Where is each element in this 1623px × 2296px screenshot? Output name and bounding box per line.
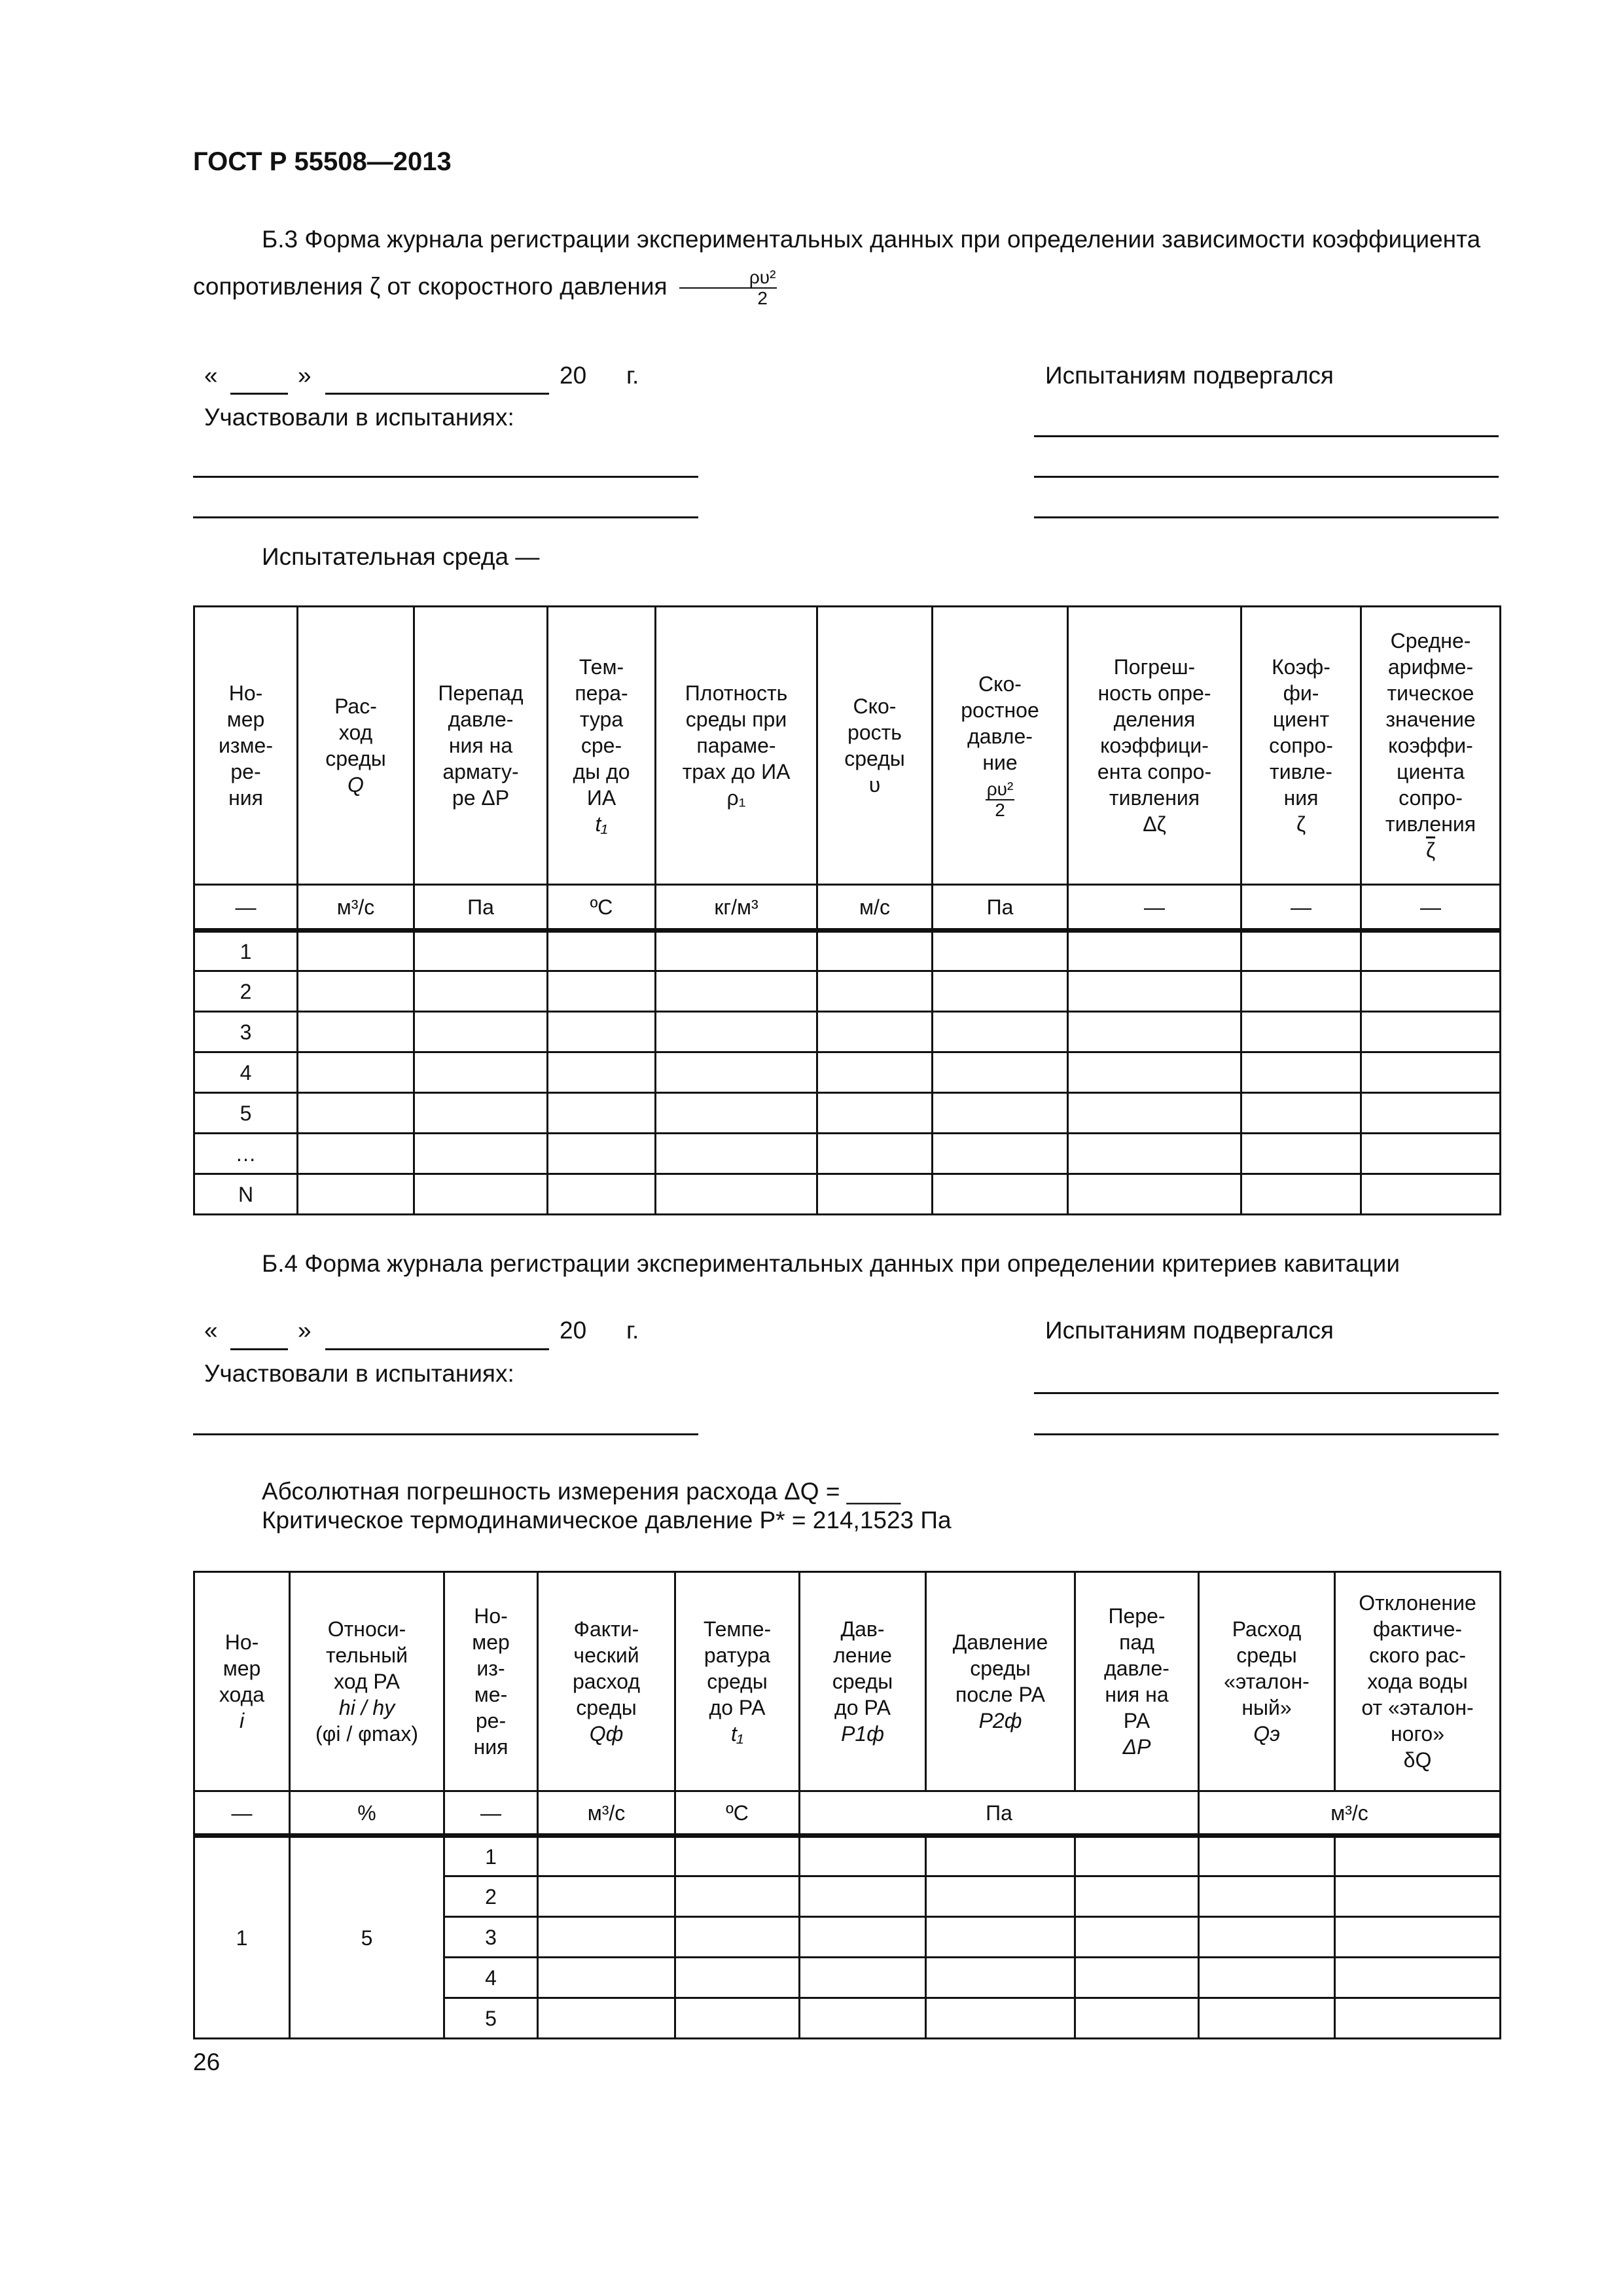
b4-col-pressure-drop: Пере- пад давле- ния на РА ΔP <box>1075 1572 1199 1791</box>
data-cell[interactable] <box>548 1134 656 1174</box>
data-cell[interactable] <box>414 971 548 1012</box>
stroke-number-cell: 1 <box>194 1836 290 2039</box>
subject-line-2[interactable] <box>1034 476 1499 478</box>
b3-col-mean-coef: Средне- арифме- тическое значение коэффи- циента сопро- тивления $\overline{\zeta}$ <box>1361 607 1501 885</box>
unit-cell: м³/с <box>1199 1791 1501 1836</box>
data-cell[interactable] <box>800 1876 926 1917</box>
data-cell[interactable] <box>548 1174 656 1215</box>
unit-cell: ºС <box>548 885 656 931</box>
data-cell[interactable] <box>1068 1052 1241 1093</box>
row-number: 4 <box>194 1052 298 1093</box>
b4-units-row <box>194 1791 1501 1836</box>
table-row <box>194 1012 1501 1052</box>
data-cell[interactable] <box>933 1012 1068 1052</box>
data-cell[interactable] <box>656 1012 817 1052</box>
data-cell[interactable] <box>1241 1093 1361 1134</box>
data-cell[interactable] <box>1335 1876 1501 1917</box>
data-cell[interactable] <box>933 1134 1068 1174</box>
data-cell[interactable] <box>817 1174 933 1215</box>
b4-subject-line-1[interactable] <box>1034 1392 1499 1394</box>
document-title: ГОСТ Р 55508—2013 <box>193 147 452 176</box>
data-cell[interactable] <box>414 1134 548 1174</box>
data-cell[interactable] <box>1361 1093 1501 1134</box>
data-cell[interactable] <box>675 1836 800 1876</box>
b4-subject-line-2[interactable] <box>1034 1433 1499 1435</box>
data-cell[interactable] <box>1335 1958 1501 1998</box>
formula-fraction <box>679 268 777 308</box>
data-cell[interactable] <box>548 1093 656 1134</box>
table-row <box>194 1836 1501 1876</box>
data-cell[interactable] <box>1075 1836 1199 1876</box>
row-number: 1 <box>194 931 298 971</box>
data-cell[interactable] <box>1068 1012 1241 1052</box>
data-cell[interactable] <box>1335 1917 1501 1958</box>
unit-cell: — <box>194 1791 290 1836</box>
table-row <box>194 931 1501 971</box>
data-cell[interactable] <box>298 1134 414 1174</box>
data-cell[interactable] <box>656 971 817 1012</box>
unit-cell: — <box>444 1791 538 1836</box>
b4-date-day-line[interactable] <box>230 1348 288 1350</box>
data-cell[interactable] <box>675 1998 800 2039</box>
data-cell[interactable] <box>1068 1134 1241 1174</box>
table-row <box>194 1093 1501 1134</box>
unit-cell: — <box>1068 885 1241 931</box>
data-cell[interactable] <box>1361 1052 1501 1093</box>
data-cell[interactable] <box>1075 1958 1199 1998</box>
data-cell[interactable] <box>800 1958 926 1998</box>
table-row <box>194 1052 1501 1093</box>
unit-cell: Па <box>414 885 548 931</box>
data-cell[interactable] <box>933 1093 1068 1134</box>
data-cell[interactable] <box>1361 931 1501 971</box>
unit-cell: м/с <box>817 885 933 931</box>
data-cell[interactable] <box>675 1876 800 1917</box>
b4-col-relative-stroke: Относи- тельный ход РА hi / hy (φi / φmax) <box>290 1572 444 1791</box>
relative-stroke-cell: 5 <box>290 1836 444 2039</box>
data-cell[interactable] <box>298 971 414 1012</box>
unit-cell: % <box>290 1791 444 1836</box>
data-cell[interactable] <box>298 1174 414 1215</box>
data-cell[interactable] <box>538 1836 675 1876</box>
velocity-pressure-fraction: $\frac{\text{ρυ²}}{2}$ <box>986 779 1014 820</box>
b4-date-close-quote: » <box>298 1317 312 1344</box>
data-cell[interactable] <box>1241 931 1361 971</box>
b4-date-year: 20 <box>560 1317 587 1344</box>
crit-pressure-text: Критическое термодинамическое давление P* = 214,1523 Па <box>262 1507 952 1534</box>
b3-units-row <box>194 885 1501 931</box>
data-cell[interactable] <box>926 1958 1075 1998</box>
data-cell[interactable] <box>800 1836 926 1876</box>
row-number: 5 <box>444 1998 538 2039</box>
unit-cell: ºС <box>675 1791 800 1836</box>
data-cell[interactable] <box>656 931 817 971</box>
data-cell[interactable] <box>926 1917 1075 1958</box>
data-cell[interactable] <box>548 1012 656 1052</box>
formula-denominator: 2 <box>757 288 768 309</box>
data-cell[interactable] <box>1199 1836 1335 1876</box>
data-cell[interactable] <box>1241 971 1361 1012</box>
b3-col-velocity-pressure: Ско- ростное давле- ние $\frac{\text{ρυ²}}{2}$ <box>933 607 1068 885</box>
data-cell[interactable] <box>414 931 548 971</box>
b4-col-actual-flow: Факти- ческий расход среды Qф <box>538 1572 675 1791</box>
data-cell[interactable] <box>1335 1998 1501 2039</box>
b4-col-temperature: Темпе- ратура среды до РА t₁ <box>675 1572 800 1791</box>
data-cell[interactable] <box>414 1174 548 1215</box>
data-cell[interactable] <box>817 1012 933 1052</box>
data-cell[interactable] <box>414 1012 548 1052</box>
unit-cell: — <box>1361 885 1501 931</box>
data-cell[interactable] <box>1199 1917 1335 1958</box>
row-number: 1 <box>444 1836 538 1876</box>
data-cell[interactable] <box>1241 1174 1361 1215</box>
data-cell[interactable] <box>933 1174 1068 1215</box>
table-row <box>194 971 1501 1012</box>
data-cell[interactable] <box>1361 1134 1501 1174</box>
row-number: 2 <box>444 1876 538 1917</box>
date-month-line[interactable] <box>325 393 549 395</box>
data-cell[interactable] <box>675 1917 800 1958</box>
b4-participant-line-1[interactable] <box>193 1433 698 1435</box>
b3-col-density: Плотность среды при параме- трах до ИА ρ₁ <box>656 607 817 885</box>
data-cell[interactable] <box>414 1052 548 1093</box>
b3-col-velocity: Ско- рость среды υ <box>817 607 933 885</box>
b3-col-resistance-coef: Коэф- фи- циент сопро- тивле- ния ζ <box>1241 607 1361 885</box>
date-open-quote: « <box>204 362 218 389</box>
participant-line-1[interactable] <box>193 476 698 478</box>
b3-col-temperature: Тем- пера- тура сре- ды до ИА t₁ <box>548 607 656 885</box>
unit-cell: — <box>1241 885 1361 931</box>
data-cell[interactable] <box>1361 1012 1501 1052</box>
data-cell[interactable] <box>675 1958 800 1998</box>
b4-col-deviation: Отклонение фактиче- ского рас- хода воды от «эталон- ного» δQ <box>1335 1572 1501 1791</box>
data-cell[interactable] <box>1068 971 1241 1012</box>
data-cell[interactable] <box>538 1958 675 1998</box>
row-number: 5 <box>194 1093 298 1134</box>
data-cell[interactable] <box>298 1093 414 1134</box>
data-cell[interactable] <box>817 1134 933 1174</box>
data-cell[interactable] <box>817 1052 933 1093</box>
participant-line-2[interactable] <box>193 516 698 518</box>
data-cell[interactable] <box>817 931 933 971</box>
data-cell[interactable] <box>538 1917 675 1958</box>
data-cell[interactable] <box>800 1998 926 2039</box>
b3-col-measure-number: Но- мер изме- ре- ния <box>194 607 298 885</box>
b4-header-row <box>194 1572 1501 1791</box>
b3-col-flow: Рас- ход среды Q <box>298 607 414 885</box>
date-day-line[interactable] <box>230 393 288 395</box>
row-number: N <box>194 1174 298 1215</box>
data-cell[interactable] <box>298 931 414 971</box>
b3-table <box>193 605 1501 1215</box>
b4-date-open-quote: « <box>204 1317 218 1344</box>
data-cell[interactable] <box>1075 1876 1199 1917</box>
data-cell[interactable] <box>656 1134 817 1174</box>
data-cell[interactable] <box>933 931 1068 971</box>
data-cell[interactable] <box>1241 1012 1361 1052</box>
date-year: 20 <box>560 362 587 389</box>
section-b4-caption: Б.4 Форма журнала регистрации экспериментальных данных при определении критериев кавитации <box>262 1250 1400 1277</box>
section-b3-text <box>193 216 1495 310</box>
b4-date-month-line[interactable] <box>325 1348 549 1350</box>
unit-cell: кг/м³ <box>656 885 817 931</box>
data-cell[interactable] <box>1068 931 1241 971</box>
subjected-label: Испытаниям подвергался <box>1045 362 1334 389</box>
data-cell[interactable] <box>933 971 1068 1012</box>
data-cell[interactable] <box>1361 1174 1501 1215</box>
row-number: 2 <box>194 971 298 1012</box>
data-cell[interactable] <box>548 1052 656 1093</box>
section-b3-caption: Б.3 Форма журнала регистрации экспериментальных данных при определении зависимости коэффициента сопротивления ζ от скоростного давления <box>193 226 1481 300</box>
data-cell[interactable] <box>1241 1134 1361 1174</box>
table-row <box>194 1134 1501 1174</box>
participants-label: Участвовали в испытаниях: <box>204 404 514 431</box>
data-cell[interactable] <box>548 971 656 1012</box>
test-medium-label: Испытательная среда — <box>262 543 540 570</box>
unit-cell: м³/с <box>538 1791 675 1836</box>
data-cell[interactable] <box>817 1093 933 1134</box>
row-number: 3 <box>444 1917 538 1958</box>
unit-cell: — <box>194 885 298 931</box>
b4-col-pressure-after: Давление среды после РА P2ф <box>926 1572 1075 1791</box>
data-cell[interactable] <box>298 1052 414 1093</box>
data-cell[interactable] <box>548 931 656 971</box>
table-row <box>194 1174 1501 1215</box>
row-number: … <box>194 1134 298 1174</box>
unit-cell: Па <box>800 1791 1199 1836</box>
data-cell[interactable] <box>656 1052 817 1093</box>
data-cell[interactable] <box>800 1917 926 1958</box>
data-cell[interactable] <box>926 1836 1075 1876</box>
data-cell[interactable] <box>1361 971 1501 1012</box>
data-cell[interactable] <box>1075 1917 1199 1958</box>
data-cell[interactable] <box>926 1876 1075 1917</box>
data-cell[interactable] <box>1241 1052 1361 1093</box>
unit-cell: Па <box>933 885 1068 931</box>
data-cell[interactable] <box>656 1174 817 1215</box>
b4-subjected-label: Испытаниям подвергался <box>1045 1317 1334 1344</box>
data-cell[interactable] <box>1199 1958 1335 1998</box>
data-cell[interactable] <box>656 1093 817 1134</box>
b4-col-pressure-before: Дав- ление среды до РА P1ф <box>800 1572 926 1791</box>
data-cell[interactable] <box>298 1012 414 1052</box>
subject-line-3[interactable] <box>1034 516 1499 518</box>
b3-col-pressure-drop: Перепад давле- ния на армату- ре ΔP <box>414 607 548 885</box>
b4-col-measure-number: Но- мер из- ме- ре- ния <box>444 1572 538 1791</box>
b4-col-stroke-number: Но- мер хода i <box>194 1572 290 1791</box>
b4-table <box>193 1571 1501 2039</box>
data-cell[interactable] <box>933 1052 1068 1093</box>
data-cell[interactable] <box>1335 1836 1501 1876</box>
unit-cell: м³/с <box>298 885 414 931</box>
b3-header-row <box>194 607 1501 885</box>
abs-error-text: Абсолютная погрешность измерения расхода ΔQ = ____ <box>262 1478 901 1505</box>
date-close-quote: » <box>298 362 312 389</box>
subject-line-1[interactable] <box>1034 435 1499 437</box>
b3-col-error: Погреш- ность опре- деления коэффици- ента сопро- тивления Δζ <box>1068 607 1241 885</box>
data-cell[interactable] <box>817 971 933 1012</box>
row-number: 3 <box>194 1012 298 1052</box>
data-cell[interactable] <box>414 1093 548 1134</box>
data-cell[interactable] <box>1199 1876 1335 1917</box>
b4-participants-label: Участвовали в испытаниях: <box>204 1360 514 1387</box>
data-cell[interactable] <box>1068 1174 1241 1215</box>
data-cell[interactable] <box>926 1998 1075 2039</box>
data-cell[interactable] <box>1075 1998 1199 2039</box>
data-cell[interactable] <box>1199 1998 1335 2039</box>
data-cell[interactable] <box>538 1876 675 1917</box>
b4-date-suffix: г. <box>626 1317 639 1344</box>
formula-numerator: ρυ² <box>679 268 777 289</box>
b4-col-reference-flow: Расход среды «эталон- ный» Qэ <box>1199 1572 1335 1791</box>
date-suffix: г. <box>626 362 639 389</box>
data-cell[interactable] <box>538 1998 675 2039</box>
row-number: 4 <box>444 1958 538 1998</box>
page-number: 26 <box>193 2049 221 2075</box>
data-cell[interactable] <box>1068 1093 1241 1134</box>
